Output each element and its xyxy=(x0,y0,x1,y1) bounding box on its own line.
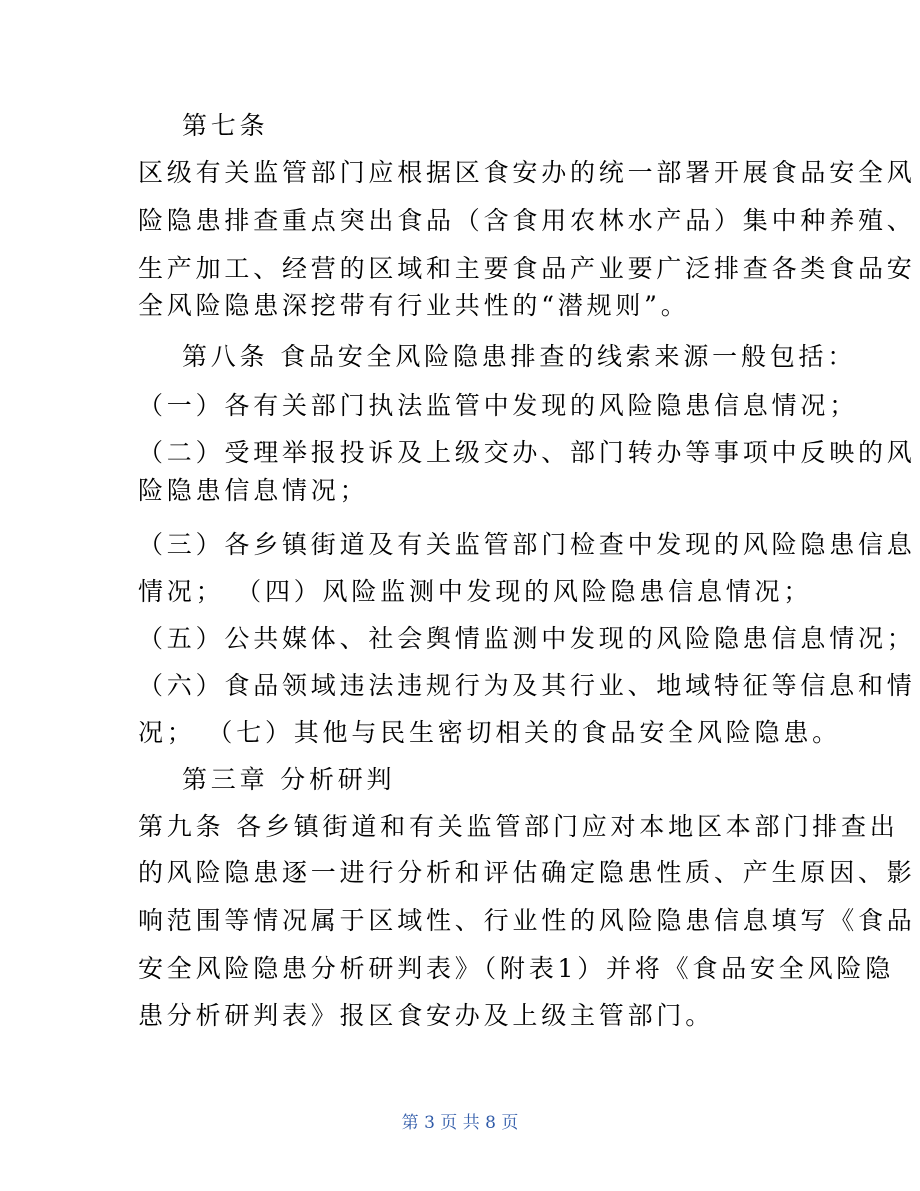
clue-source-item-continued: 险隐患信息情况； xyxy=(138,476,369,505)
clue-source-item: （五）公共媒体、社会舆情监测中发现的风险隐患信息情况； xyxy=(138,624,916,653)
page-footer xyxy=(0,1112,920,1134)
article-9-text-line: 患分析研判表》报区食安办及上级主管部门。 xyxy=(138,1001,715,1030)
chapter-3-heading: 第三章 分析研判 xyxy=(182,765,396,794)
clue-source-item: （六）食品领域违法违规行为及其行业、地域特征等信息和情 xyxy=(138,671,916,700)
page-number: 第 3 页 共 8 页 xyxy=(401,1113,519,1133)
article-7-text-line: 区级有关监管部门应根据区食安办的统一部署开展食品安全风 xyxy=(138,158,916,187)
article-7-text-line: 生产加工、经营的区域和主要食品产业要广泛排查各类食品安 xyxy=(138,254,916,283)
clue-source-item: （二）受理举报投诉及上级交办、部门转办等事项中反映的风 xyxy=(138,438,916,467)
article-9-text-line: 的风险隐患逐一进行分析和评估确定隐患性质、产生原因、影 xyxy=(138,858,916,887)
clue-source-item: 情况； （四）风险监测中发现的风险隐患信息情况； xyxy=(138,577,813,606)
article-9-text-line: 安全风险隐患分析研判表》（附表1）并将《食品安全风险隐 xyxy=(138,954,895,983)
article-8-heading: 第八条 食品安全风险隐患排查的线索来源一般包括： xyxy=(182,342,857,371)
clue-source-item: （一）各有关部门执法监管中发现的风险隐患信息情况； xyxy=(138,391,859,420)
article-7-text-line: 全风险隐患深挖带有行业共性的“潜规则”。 xyxy=(138,291,690,320)
article-9-text-line: 响范围等情况属于区域性、行业性的风险隐患信息填写《食品 xyxy=(138,906,916,935)
clue-source-item: 况； （七）其他与民生密切相关的食品安全风险隐患。 xyxy=(138,718,841,747)
article-9-text-line: 第九条 各乡镇街道和有关监管部门应对本地区本部门排查出 xyxy=(138,812,899,841)
article-7-text-line: 险隐患排查重点突出食品（含食用农林水产品）集中种养殖、 xyxy=(138,206,916,235)
clue-source-item: （三）各乡镇街道及有关监管部门检查中发现的风险隐患信息 xyxy=(138,530,916,559)
article-7-heading: 第七条 xyxy=(182,111,269,140)
